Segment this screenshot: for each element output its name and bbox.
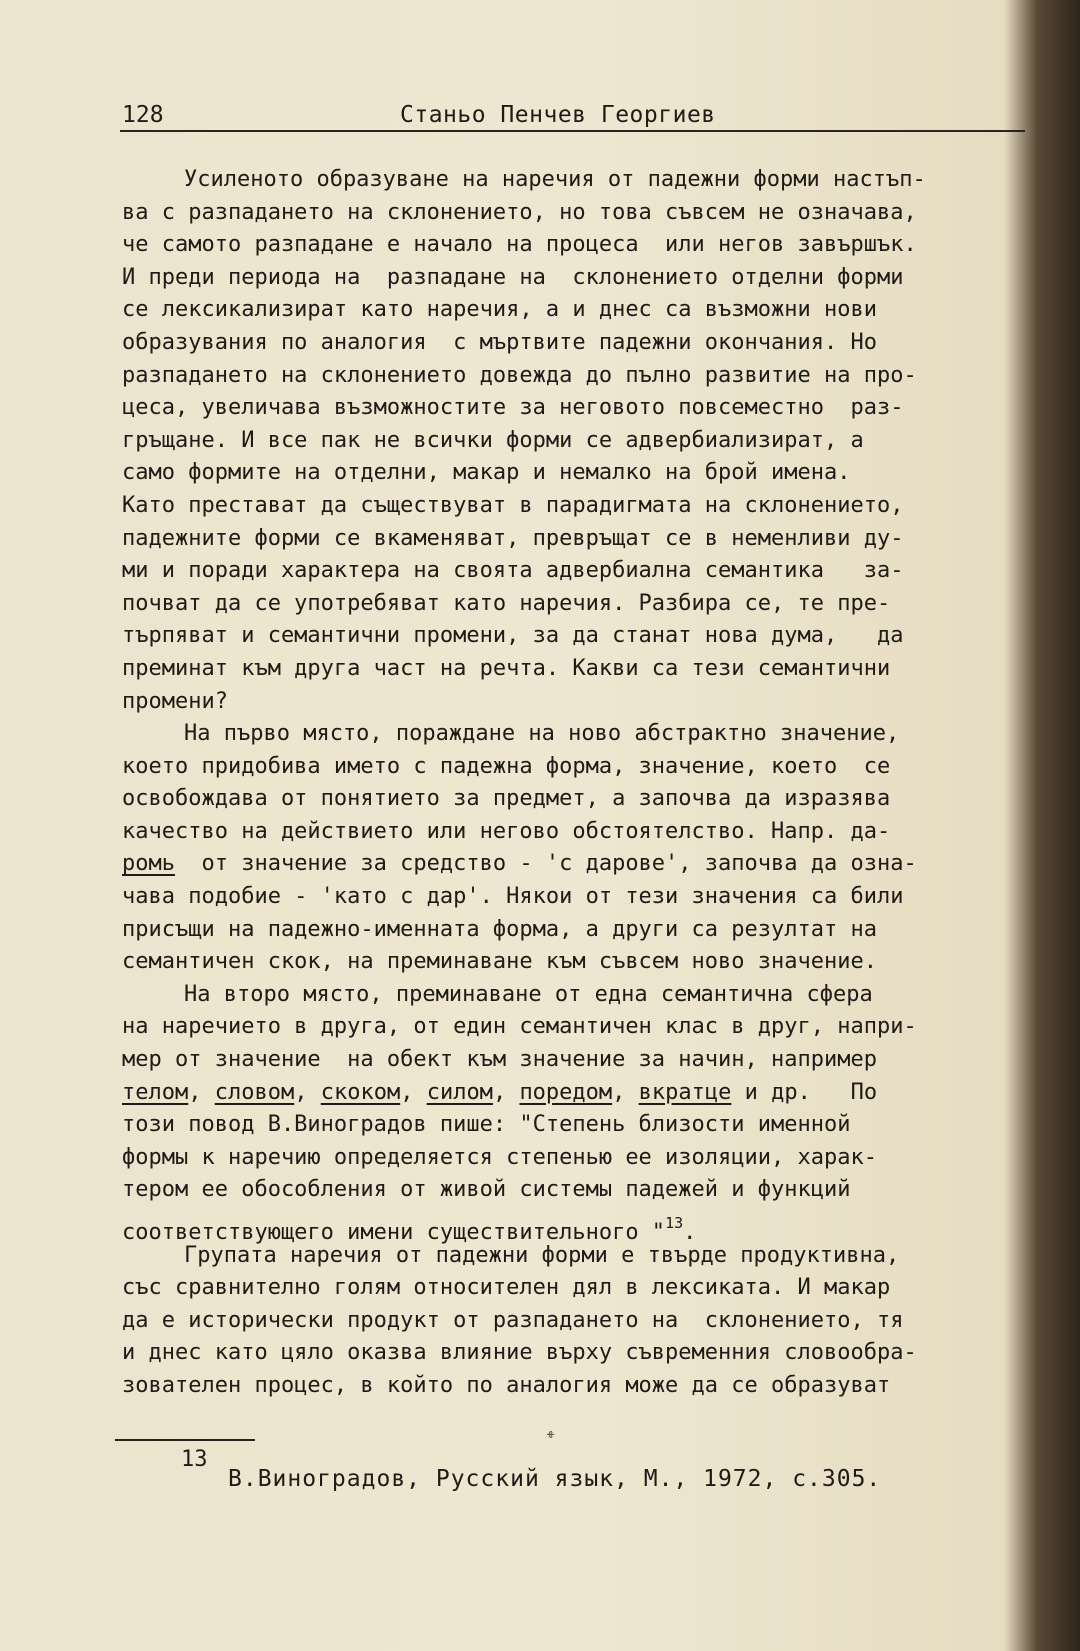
text-line: преминат към друга част на речта. Какви са тези семантични [122,655,891,681]
text-line: че самото разпадане е начало на процеса или негов завършък. [122,232,917,258]
underlined-word: ромь [122,851,175,877]
text-line: и днес като цяло оказва влияние върху съвременния словообра- [122,1340,917,1366]
author-name: Станьо Пенчев Георгиев [400,102,716,128]
running-header [120,100,1025,132]
text-line: тером ее обособления от живой системы падежей и функций [122,1177,851,1203]
text-line: което придобива името с падежна форма, значение, което се [122,753,891,779]
text-line: търпяват и семантични промени, за да станат нова дума, да [122,623,904,649]
text-line: мер от значение на обект към значение за начин, например [122,1047,877,1073]
text-line: Като престават да съществуват в парадигмата на склонението, [122,492,904,518]
text-line: Усиленото образуване на наречия от падежни форми настъп- [184,167,926,192]
text-line: формы к наречию определяется степенью ее изоляции, харак- [122,1144,877,1170]
text-line: чава подобие - 'като с дар'. Някои от тези значения са били [122,884,904,910]
text-line: гръщане. И все пак не всички форми се адвербиализират, а [122,427,864,453]
example-word: силом [426,1079,493,1105]
text-line: се лексикализират като наречия, а и днес са възможни нови [122,297,877,323]
text-line: освобождава от понятието за предмет, а започва да изразява [122,786,891,812]
example-word: телом [122,1079,189,1105]
text-line: този повод В.Виноградов пише: "Степень близости именной [122,1112,851,1138]
text-line: почват да се употребяват като наречия. Разбира се, те пре- [122,590,891,616]
text-line: На второ място, преминаване от една семантична сфера [184,981,873,1007]
example-word: вкратце [638,1079,732,1105]
text-line [122,1207,1042,1245]
text-line: цеса, увеличава възможностите за неговото повсеместно раз- [122,395,904,421]
footnote-number: 13 [181,1447,208,1472]
quote-end: соответствующего имени существительного " [122,1220,666,1245]
line-rest: от значение за средство - 'с дарове', започва да озна- [174,851,917,877]
footnote-text: В.Виноградов, Русский язык, М., 1972, с.305. [228,1466,882,1492]
text-line: зователен процес, в който по аналогия може да се образуват [122,1372,891,1398]
footnote-reference: 13 [665,1214,684,1232]
text-line [122,848,1042,881]
text-line: И преди периода на разпадане на склонението отделни форми [122,264,904,290]
text-line: падежните форми се вкаменяват, превръщат се в неменливи ду- [122,525,904,551]
print-artifact: ﻬ [547,1424,555,1438]
text-line: разпадането на склонението довежда до пълно развитие на про- [122,362,917,388]
example-word: скоком [320,1079,401,1105]
text-line: само формите на отделни, макар и немалко на брой имена. [122,460,851,486]
text-line: качество на действието или негово обстоятелство. Напр. да- [122,818,891,844]
main-text [122,164,1042,1403]
text-line: Групата наречия от падежни форми е твърде продуктивна, [184,1242,900,1268]
period: . [683,1220,697,1245]
footnote-divider [115,1439,255,1441]
line-rest: и др. По [731,1079,878,1105]
page-number: 128 [122,102,164,128]
text-line: На първо място, пораждане на ново абстрактно значение, [184,721,900,747]
text-line: семантичен скок, на преминаване към съвсем ново значение. [122,949,877,975]
text-line: промени? [122,688,228,714]
text-line: на наречието в друга, от един семантичен клас в друг, напри- [122,1014,917,1040]
text-line: образувания по аналогия с мъртвите падежни окончания. Но [122,329,877,355]
example-word: поредом [519,1079,613,1105]
text-line: със сравнително голям относителен дял в лексиката. И макар [122,1275,891,1301]
text-line: телом, словом, скоком, силом, поредом, вкратце и др. По [122,1079,878,1105]
example-word: словом [214,1079,295,1105]
text-line: ва с разпадането на склонението, но това съвсем не означава, [122,199,917,225]
text-line: присъщи на падежно-именната форма, а други са резултат на [122,916,877,942]
text-line: ми и поради характера на своята адвербиална семантика за- [122,558,904,584]
text-line: да е исторически продукт от разпадането на склонението, тя [122,1307,904,1333]
